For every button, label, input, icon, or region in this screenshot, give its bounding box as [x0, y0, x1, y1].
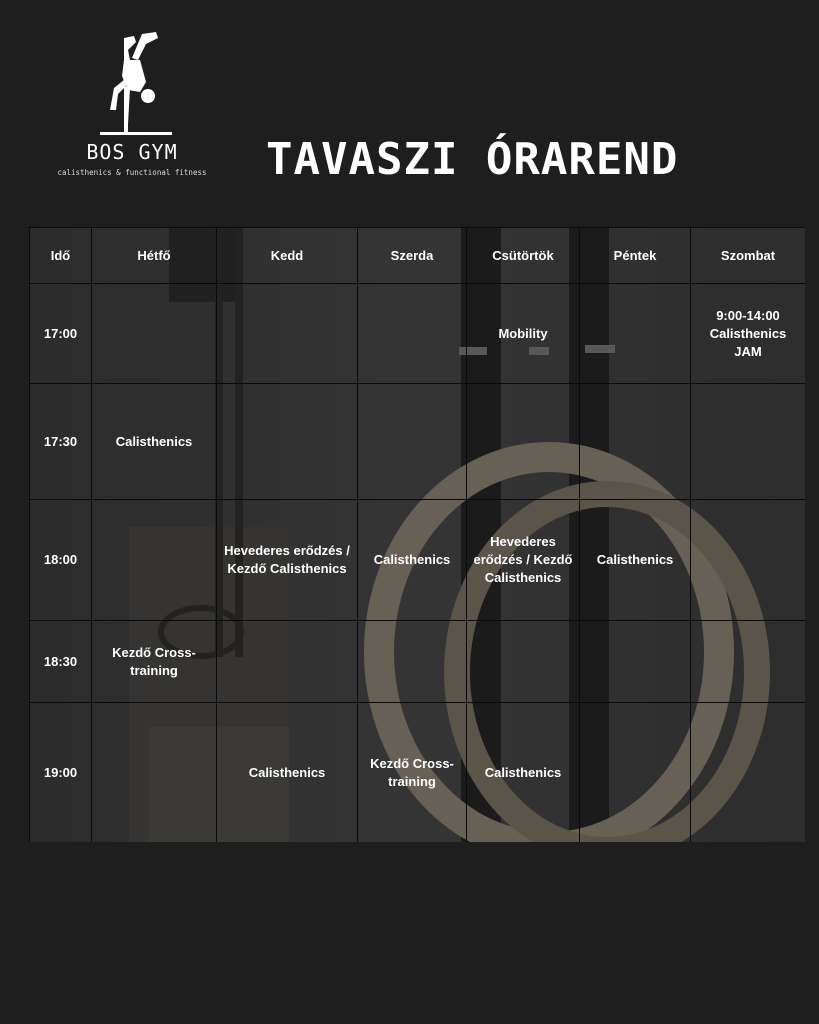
class-cell: Kezdő Cross-training [92, 621, 217, 703]
brand-logo [56, 30, 216, 180]
class-cell: Hevederes erődzés / Kezdő Calisthenics [217, 500, 358, 621]
table-row [30, 384, 806, 500]
class-cell [691, 384, 806, 500]
class-cell [691, 621, 806, 703]
class-cell: Calisthenics [580, 500, 691, 621]
brand-name: BOS GYM [86, 140, 178, 164]
class-cell: 9:00-14:00 Calisthenics JAM [691, 284, 806, 384]
handstand-athlete-icon [94, 30, 178, 140]
class-cell: Calisthenics [217, 703, 358, 843]
schedule-table [29, 227, 805, 842]
table-row [30, 284, 806, 384]
class-cell [358, 384, 467, 500]
class-cell [691, 703, 806, 843]
class-cell [467, 621, 580, 703]
class-cell [92, 703, 217, 843]
class-cell [580, 384, 691, 500]
class-cell [92, 284, 217, 384]
class-cell: Hevederes erődzés / Kezdő Calisthenics [467, 500, 580, 621]
class-cell [580, 621, 691, 703]
header-tuesday: Kedd [217, 228, 358, 284]
class-cell: Mobility [467, 284, 580, 384]
class-cell [358, 621, 467, 703]
header-thursday: Csütörtök [467, 228, 580, 284]
header-wednesday: Szerda [358, 228, 467, 284]
table-row [30, 703, 806, 843]
class-cell: Calisthenics [467, 703, 580, 843]
table-row [30, 621, 806, 703]
header-time: Idő [30, 228, 92, 284]
time-cell: 17:00 [30, 284, 92, 384]
class-cell [691, 500, 806, 621]
schedule-table-container [29, 227, 805, 842]
time-cell: 18:30 [30, 621, 92, 703]
table-header-row [30, 228, 806, 284]
class-cell: Kezdő Cross-training [358, 703, 467, 843]
page-title: TAVASZI ÓRAREND [266, 134, 679, 185]
brand-tagline: calisthenics & functional fitness [57, 168, 207, 177]
class-cell [217, 384, 358, 500]
class-cell: Calisthenics [92, 384, 217, 500]
header-monday: Hétfő [92, 228, 217, 284]
time-cell: 18:00 [30, 500, 92, 621]
class-cell [92, 500, 217, 621]
header-saturday: Szombat [691, 228, 806, 284]
class-cell [467, 384, 580, 500]
class-cell: Calisthenics [358, 500, 467, 621]
time-cell: 19:00 [30, 703, 92, 843]
class-cell [217, 621, 358, 703]
class-cell [217, 284, 358, 384]
table-row [30, 500, 806, 621]
class-cell [358, 284, 467, 384]
class-cell [580, 284, 691, 384]
time-cell: 17:30 [30, 384, 92, 500]
header-friday: Péntek [580, 228, 691, 284]
class-cell [580, 703, 691, 843]
